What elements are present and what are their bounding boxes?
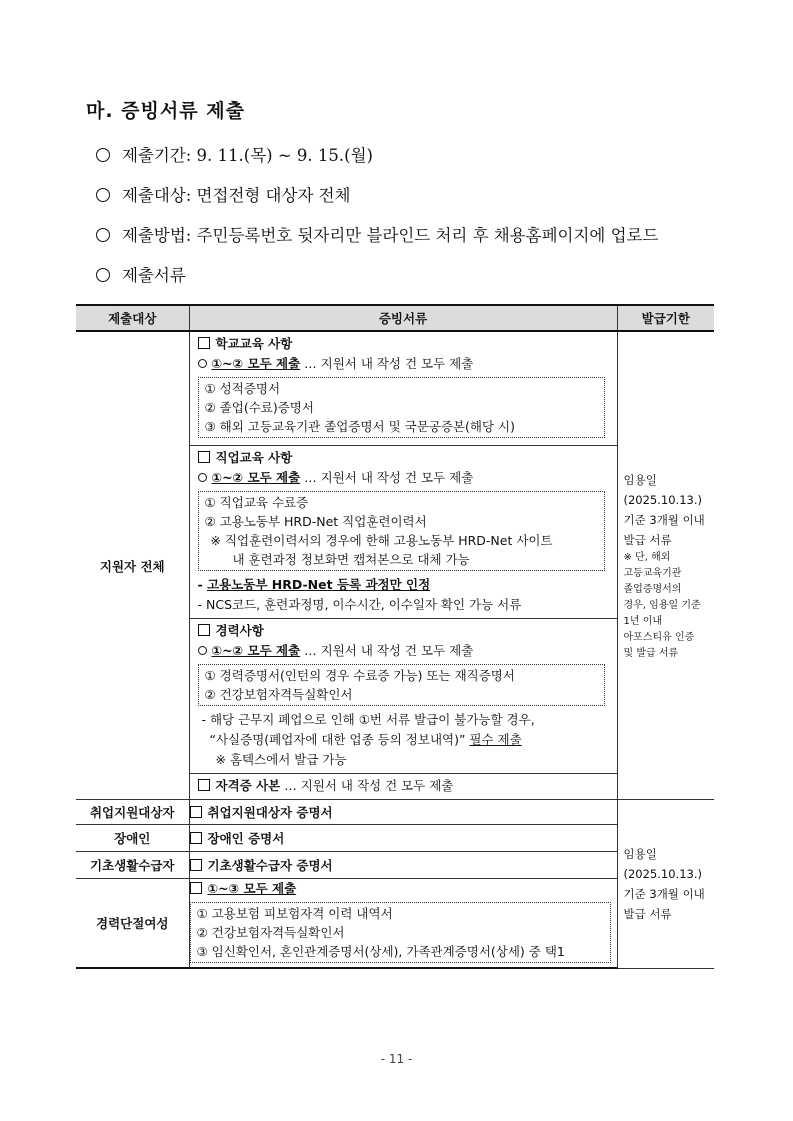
bullet-period: 제출기간: 9. 11.(목) ~ 9. 15.(월) [96, 142, 373, 166]
checkbox-icon [190, 806, 202, 818]
circle-icon [198, 359, 207, 368]
school-section: 학교교육 사항 ①~② 모두 제출 … 지원서 내 작성 건 모두 제출 ① 성적증명서 ② 졸업(수료)증명서 ③ 해외 고등교육기관 졸업증명서 및 국문공증본(해당 시) [190, 332, 617, 446]
bullet-target: 제출대상: 면접전형 대상자 전체 [96, 182, 351, 206]
list-item: ② 졸업(수료)증명서 [204, 400, 314, 415]
page-number: - 11 - [380, 1052, 413, 1066]
list-item: ① 고용보험 피보험자격 이력 내역서 [196, 906, 393, 921]
note-line: 내 훈련과정 정보화면 캡쳐본으로 대체 가능 [232, 552, 470, 567]
documents-table [76, 304, 714, 969]
table-row [76, 331, 714, 800]
job-section: 직업교육 사항 ①~② 모두 제출 … 지원서 내 작성 건 모두 제출 ① 직업교육 수료증 ② 고용노동부 HRD-Net 직업훈련이력서 ※ 직업훈련이력서의 경우에 한해 고용노동부 HRD-Net 사이트 내 훈련과정 정보화면 캡쳐본으로 대체 가능 - 고용노동부 HRD-Net 등록 과정만 인정 - NCS코드, 훈련과정명, 이수시간, 이수일자 확인 가능 서류 [190, 446, 617, 619]
documents-cell [189, 331, 617, 800]
job-items-box [198, 491, 605, 571]
career-section: 경력사항 ①~② 모두 제출 … 지원서 내 작성 건 모두 제출 ① 경력증명서(인턴의 경우 수료증 가능) 또는 재직증명서 ② 건강보험자격득실확인서 - 해당 근무지 폐업으로 인해 ①번 서류 발급이 불가능할 경우, “사실증명(폐업자에 대한 업종 등의 정보내역)” 필수 제출 ※ 홈텍스에서 발급 가능 [190, 619, 617, 774]
checkbox-icon [198, 451, 210, 463]
target-career-break-women: 경력단절여성 [76, 879, 189, 969]
section-title: 마. 증빙서류 제출 [86, 100, 245, 122]
doc-disabled: 장애인 증명서 [189, 825, 617, 852]
list-item: ③ 임신확인서, 혼인관계증명서(상세), 가족관계증명서(상세) 중 택1 [196, 944, 565, 959]
table-row [76, 800, 714, 825]
list-item: ② 고용노동부 HRD-Net 직업훈련이력서 [204, 514, 427, 529]
deadline-cell-2: 임용일 (2025.10.13.) 기준 3개월 이내 발급 서류 [617, 800, 714, 969]
target-disabled: 장애인 [76, 825, 189, 852]
license-section: 자격증 사본 … 지원서 내 작성 건 모두 제출 [190, 774, 617, 799]
checkbox-icon [198, 779, 210, 791]
header-documents: 증빙서류 [189, 305, 617, 331]
list-item: ① 경력증명서(인턴의 경우 수료증 가능) 또는 재직증명서 [204, 668, 515, 683]
doc-employment-support: 취업지원대상자 증명서 [189, 800, 617, 825]
circle-bullet-icon [96, 188, 110, 202]
deadline-cell-1: 임용일 (2025.10.13.) 기준 3개월 이내 발급 서류 ※ 단, 해외 고등교육기관 졸업증명서의 경우, 임용일 기준 1년 이내 아포스티유 인증 및 발급 서류 [617, 331, 714, 800]
checkbox-icon [198, 624, 210, 636]
list-item: ② 건강보험자격득실확인서 [204, 687, 353, 702]
hrd-net-notice: 고용노동부 HRD-Net 등록 과정만 인정 [207, 577, 431, 592]
list-item: ① 성적증명서 [204, 381, 281, 396]
list-item: ③ 해외 고등교육기관 졸업증명서 및 국문공증본(해당 시) [204, 419, 515, 434]
hometax-note: ※ 홈텍스에서 발급 가능 [215, 752, 347, 767]
bullet-documents: 제출서류 [96, 262, 186, 286]
bullet-method: 제출방법: 주민등록번호 뒷자리만 블라인드 처리 후 채용홈페이지에 업로드 [96, 222, 658, 246]
target-all-applicants: 지원자 전체 [76, 331, 189, 800]
checkbox-icon [198, 337, 210, 349]
checkbox-icon [190, 859, 202, 871]
header-deadline: 발급기한 [617, 305, 714, 331]
circle-bullet-icon [96, 228, 110, 242]
target-basic-livelihood: 기초생활수급자 [76, 852, 189, 879]
circle-bullet-icon [96, 268, 110, 282]
note-line: ※ 직업훈련이력서의 경우에 한해 고용노동부 HRD-Net 사이트 [210, 533, 553, 548]
checkbox-icon [190, 882, 202, 894]
header-target: 제출대상 [76, 305, 189, 331]
closure-notice: - 해당 근무지 폐업으로 인해 ①번 서류 발급이 불가능할 경우, [201, 712, 535, 727]
career-items-box [198, 664, 605, 706]
ncs-notice: - NCS코드, 훈련과정명, 이수시간, 이수일자 확인 가능 서류 [197, 597, 522, 612]
doc-career-break-women: ①~③ 모두 제출 ① 고용보험 피보험자격 이력 내역서 ② 건강보험자격득실확인서 ③ 임신확인서, 혼인관계증명서(상세), 가족관계증명서(상세) 중 택1 [189, 879, 617, 969]
list-item: ② 건강보험자격득실확인서 [196, 925, 345, 940]
career-break-items-box [190, 902, 611, 963]
table-header-row [76, 305, 714, 331]
circle-icon [198, 646, 207, 655]
circle-bullet-icon [96, 148, 110, 162]
school-items-box [198, 377, 605, 438]
doc-basic-livelihood: 기초생활수급자 증명서 [189, 852, 617, 879]
checkbox-icon [190, 832, 202, 844]
circle-icon [198, 473, 207, 482]
list-item: ① 직업교육 수료증 [204, 495, 309, 510]
target-employment-support: 취업지원대상자 [76, 800, 189, 825]
